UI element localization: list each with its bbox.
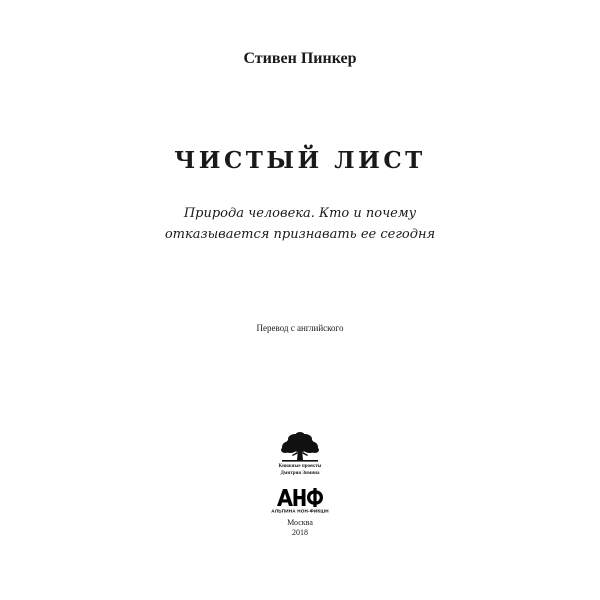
publisher-name: Альпина нон-фикшн xyxy=(271,508,329,514)
imprint-city-year xyxy=(0,518,600,538)
subtitle-line-1: Природа человека. Кто и почему xyxy=(183,206,417,221)
book-subtitle xyxy=(0,203,600,245)
year: 2018 xyxy=(292,528,308,537)
subtitle-line-2: отказывается признавать ее сегодня xyxy=(164,227,436,242)
publisher-logo xyxy=(271,487,329,514)
translation-note: Перевод с английского xyxy=(256,323,344,333)
city: Москва xyxy=(287,518,313,527)
author-name: Стивен Пинкер xyxy=(243,50,357,67)
imprint-caption-line-2: Дмитрия Зимина xyxy=(280,471,320,476)
book-title: ЧИСТЫЙ ЛИСТ xyxy=(174,147,426,174)
imprint-caption xyxy=(0,463,600,477)
imprint-caption-line-1: Книжные проекты xyxy=(278,464,322,469)
